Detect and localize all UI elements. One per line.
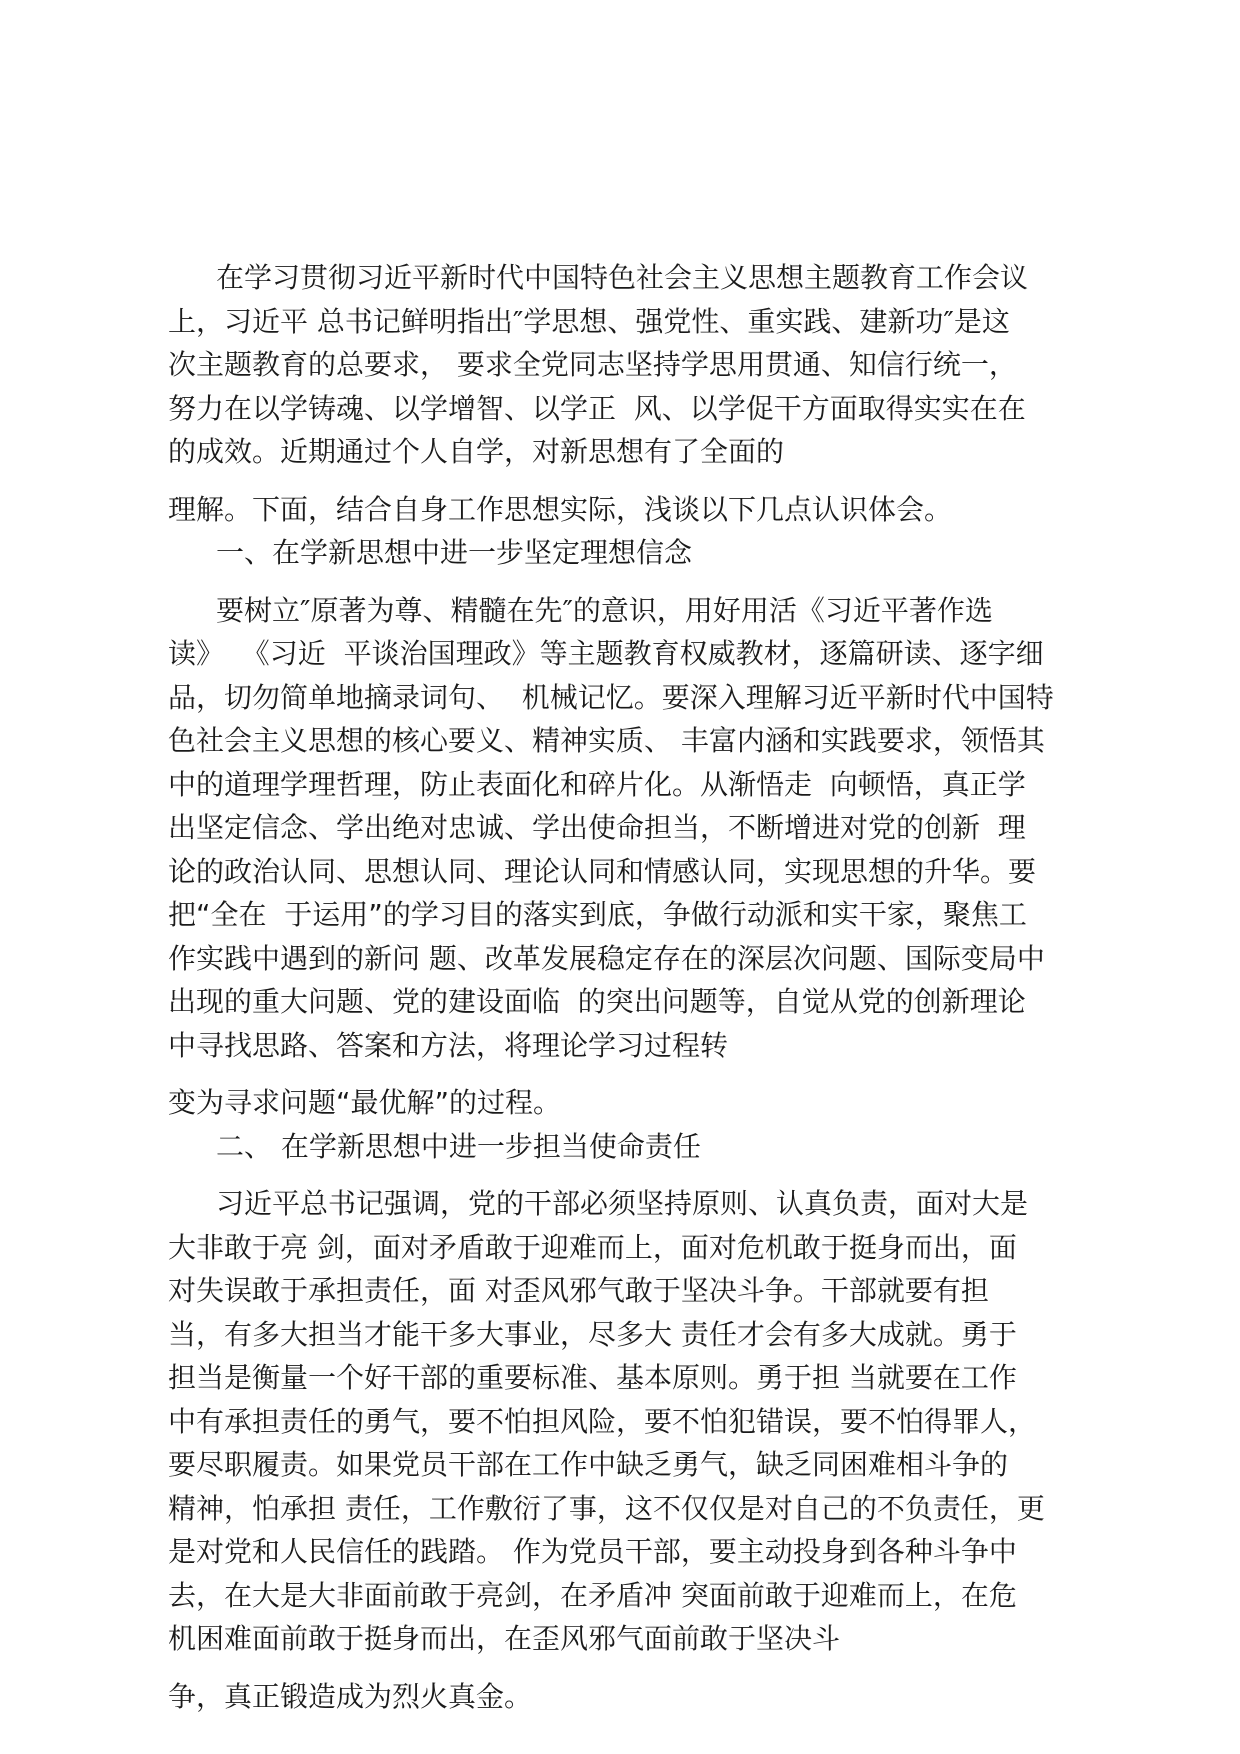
paragraph-line: 出现的重大问题、党的建设面临 的突出问题等，自觉从党的创新理论 — [168, 985, 1026, 1018]
paragraph-line: 变为寻求问题“最优解”的过程。 — [168, 1086, 562, 1119]
paragraph-line: 上，习近平 总书记鲜明指出″学思想、强党性、重实践、建新功″是这 — [168, 304, 1010, 338]
paragraph-line: 把“全在 于运用”的学习目的落实到底，争做行动派和实干家，聚焦工 — [168, 898, 1027, 931]
paragraph-line: 争，真正锻造成为烈火真金。 — [168, 1679, 533, 1713]
paragraph-line: 的成效。近期通过个人自学，对新思想有了全面的 — [168, 435, 785, 468]
paragraph-line: 要尽职履责。如果党员干部在工作中缺乏勇气，缺乏同困难相斗争的 — [168, 1448, 1009, 1481]
paragraph-line: 中有承担责任的勇气，要不怕担风险，要不怕犯错误，要不怕得罪人， — [168, 1404, 1037, 1438]
paragraph-line: 在学习贯彻习近平新时代中国特色社会主义思想主题教育工作会议 — [216, 261, 1029, 294]
paragraph-line: 精神，怕承担 责任，工作敷衍了事，这不仅仅是对自己的不负责任，更 — [168, 1491, 1045, 1525]
paragraph-line: 机困难面前敢于挺身而出，在歪风邪气面前敢于坚决斗 — [168, 1622, 841, 1655]
section-heading-2: 二、 在学新思想中进一步担当使命责任 — [216, 1129, 701, 1163]
paragraph-line: 大非敢于亮 剑，面对矛盾敢于迎难而上，面对危机敢于挺身而出，面 — [168, 1230, 1017, 1264]
paragraph-line: 读》 《习近 平谈治国理政》等主题教育权威教材，逐篇研读、逐字细 — [168, 637, 1044, 670]
paragraph-line: 作实践中遇到的新问 题、改革发展稳定存在的深层次问题、国际变局中 — [168, 941, 1045, 975]
paragraph-line: 对失误敢于承担责任，面 对歪风邪气敢于坚决斗争。干部就要有担 — [168, 1274, 989, 1307]
paragraph-line: 次主题教育的总要求， 要求全党同志坚持学思用贯通、知信行统一， — [168, 348, 1017, 381]
paragraph-line: 中寻找思路、答案和方法，将理论学习过程转 — [168, 1028, 729, 1062]
paragraph-line: 品，切勿简单地摘录词句、 机械记忆。要深入理解习近平新时代中国特 — [168, 680, 1054, 714]
paragraph-line: 出坚定信念、学出绝对忠诚、学出使命担当，不断增进对党的创新 理 — [168, 811, 1026, 844]
paragraph-line: 论的政治认同、思想认同、理论认同和情感认同，实现思想的升华。要 — [168, 854, 1037, 888]
paragraph-line: 担当是衡量一个好干部的重要标准、基本原则。勇于担 当就要在工作 — [168, 1361, 1017, 1394]
paragraph-line: 当，有多大担当才能干多大事业，尽多大 责任才会有多大成就。勇于 — [168, 1317, 1017, 1351]
paragraph-line: 要树立″原著为尊、精髓在先″的意识，用好用活《习近平著作选 — [216, 593, 993, 627]
document-body — [168, 256, 1098, 1718]
paragraph-line: 去，在大是大非面前敢于亮剑，在矛盾冲 突面前敢于迎难而上，在危 — [168, 1578, 1017, 1612]
paragraph-line: 理解。下面，结合自身工作思想实际，浅谈以下几点认识体会。 — [168, 492, 953, 526]
paragraph-line: 习近平总书记强调，党的干部必须坚持原则、认真负责，面对大是 — [216, 1187, 1029, 1220]
section-heading-1: 一、在学新思想中进一步坚定理想信念 — [216, 536, 693, 569]
paragraph-line: 中的道理学理哲理，防止表面化和碎片化。从渐悟走 向顿悟，真正学 — [168, 767, 1026, 801]
paragraph-line: 是对党和人民信任的践踏。 作为党员干部，要主动投身到各种斗争中 — [168, 1535, 1017, 1568]
paragraph-line: 努力在以学铸魂、以学增智、以学正 风、以学促干方面取得实实在在 — [168, 391, 1026, 425]
paragraph-line: 色社会主义思想的核心要义、精神实质、 丰富内涵和实践要求，领悟其 — [168, 724, 1045, 757]
